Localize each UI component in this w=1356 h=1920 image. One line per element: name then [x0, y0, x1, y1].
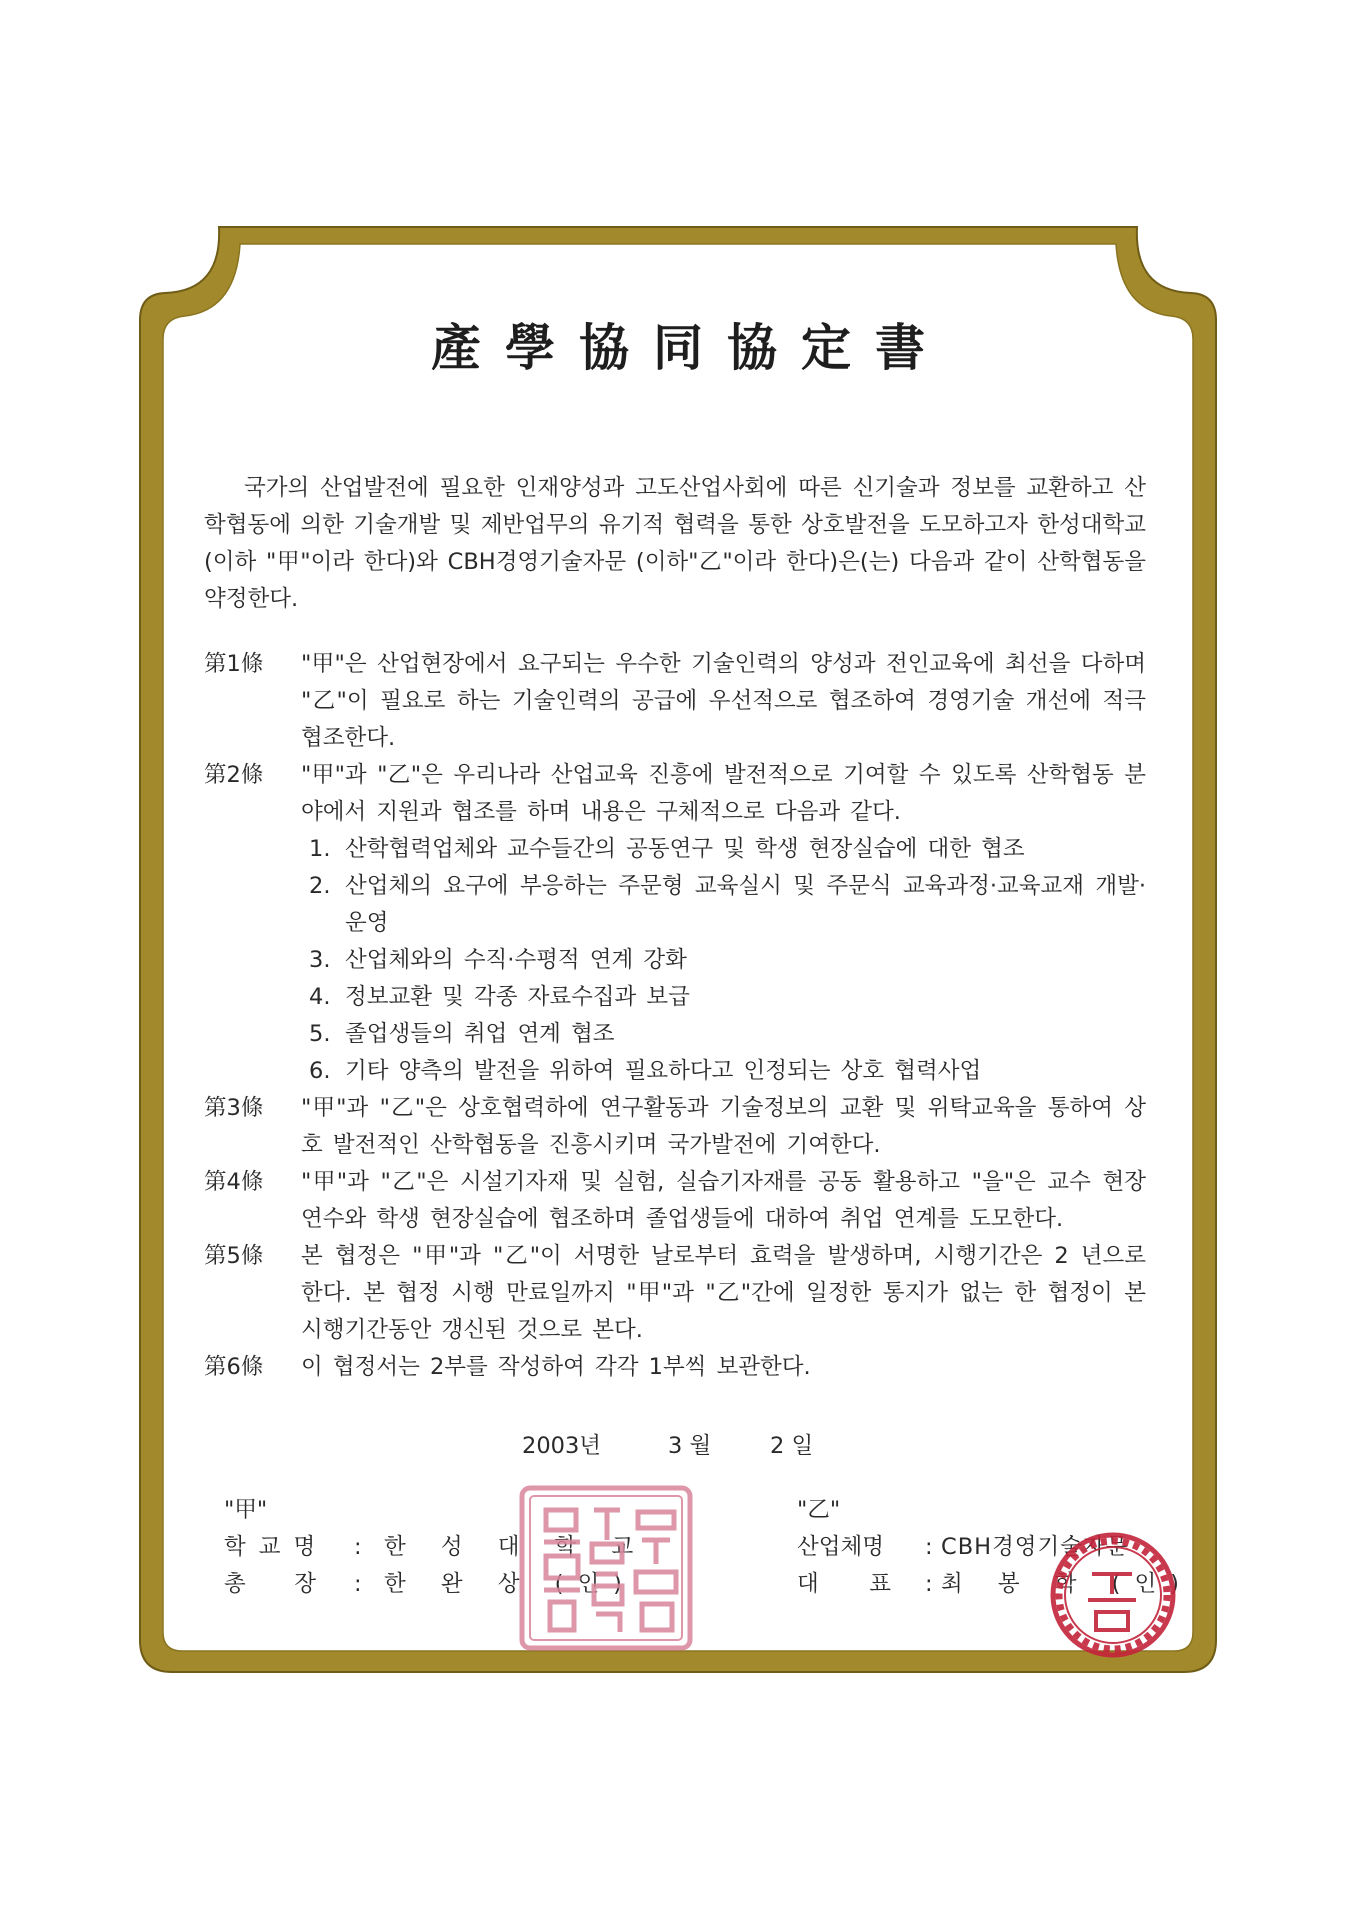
article-text: "甲"과 "乙"은 우리나라 산업교육 진흥에 발전적으로 기여할 수 있도록 산학협동 분야에서 지원과 협조를 하며 내용은 구체적으로 다음과 같다.: [301, 762, 1146, 825]
date-year: 2003년: [522, 1433, 601, 1459]
articles-section: [204, 646, 1146, 1386]
article-number: 第6條: [204, 1354, 264, 1380]
date-month: 3 월: [668, 1433, 712, 1459]
article-text: 본 협정은 "甲"과 "乙"이 서명한 날로부터 효력을 발생하며, 시행기간은 2 년으로 한다. 본 협정 시행 만료일까지 "甲"과 "乙"간에 일정한 통지가 없는 한 협정이 본 시행기간동안 갱신된 것으로 본다.: [301, 1243, 1146, 1343]
article-text: "甲"은 산업현장에서 요구되는 우수한 기술인력의 양성과 전인교육에 최선을 다하며 "乙"이 필요로 하는 기술인력의 공급에 우선적으로 협조하여 경영기술 개선에 적극 협조한다.: [301, 651, 1146, 751]
party-a-head-label: 총 장: [224, 1571, 329, 1597]
article-body: [301, 757, 1146, 1090]
date-day: 2 일: [770, 1433, 814, 1459]
party-b-seal-stamp: [1048, 1530, 1178, 1660]
item-number: 3.: [309, 947, 331, 973]
article-number: 第3條: [204, 1095, 264, 1121]
list-item: [301, 1053, 1146, 1090]
party-b-head-value: 최 봉 학 (인): [941, 1571, 1193, 1597]
party-b-tag: "乙": [797, 1497, 841, 1523]
party-a-name-label: 학교명: [224, 1534, 329, 1560]
article-number: 第5條: [204, 1243, 264, 1269]
article-2-item-list: [301, 831, 1146, 1090]
article-number: 第1條: [204, 651, 264, 677]
item-number: 4.: [309, 984, 331, 1010]
article-4: [204, 1164, 1146, 1238]
item-number: 2.: [309, 873, 331, 899]
party-b-name-label: 산업체명: [797, 1534, 884, 1560]
list-item: [301, 942, 1146, 979]
article-5: [204, 1238, 1146, 1349]
party-a-head-value: 한 완 상 (인): [384, 1571, 636, 1597]
item-number: 5.: [309, 1021, 331, 1047]
article-number: 第2條: [204, 762, 264, 788]
list-item: [301, 1016, 1146, 1053]
colon: :: [925, 1534, 933, 1560]
article-text: "甲"과 "乙"은 상호협력하에 연구활동과 기술정보의 교환 및 위탁교육을 통하여 상호 발전적인 산학협동을 진흥시키며 국가발전에 기여한다.: [301, 1095, 1146, 1158]
list-item: [301, 868, 1146, 942]
item-text: 산학협력업체와 교수들간의 공동연구 및 학생 현장실습에 대한 협조: [345, 836, 1025, 862]
intro-paragraph: 국가의 산업발전에 필요한 인재양성과 고도산업사회에 따른 신기술과 정보를 교환하고 산학협동에 의한 기술개발 및 제반업무의 유기적 협력을 통한 상호발전을 도모하고자 한성대학교(이하 "甲"이라 한다)와 CBH경영기술자문 (이하"乙"이라 한다)은(는) 다음과 같이 산학협동을 약정한다.: [204, 475, 1146, 612]
party-a-name-value: 한 성 대 학 교: [384, 1534, 648, 1560]
list-item: [301, 979, 1146, 1016]
article-text: "甲"과 "乙"은 시설기자재 및 실험, 실습기자재를 공동 활용하고 "을"은 교수 현장연수와 학생 현장실습에 협조하며 졸업생들에 대하여 취업 연계를 도모한다.: [301, 1169, 1146, 1232]
item-number: 6.: [309, 1058, 331, 1084]
article-1: [204, 646, 1146, 757]
article-3: [204, 1090, 1146, 1164]
colon: :: [925, 1571, 933, 1597]
item-text: 정보교환 및 각종 자료수집과 보급: [345, 984, 690, 1010]
article-text: 이 협정서는 2부를 작성하여 각각 1부씩 보관한다.: [301, 1354, 811, 1380]
article-6: [204, 1349, 1146, 1386]
article-2: [204, 757, 1146, 1090]
item-text: 기타 양측의 발전을 위하여 필요하다고 인정되는 상호 협력사업: [345, 1058, 982, 1084]
document-title: 產學協同協定書: [431, 318, 949, 377]
party-a-seal-stamp: [516, 1482, 696, 1654]
item-text: 산업체의 요구에 부응하는 주문형 교육실시 및 주문식 교육과정·교육교재 개발·운영: [345, 873, 1146, 936]
article-number: 第4條: [204, 1169, 264, 1195]
colon: :: [354, 1571, 362, 1597]
item-text: 졸업생들의 취업 연계 협조: [345, 1021, 615, 1047]
party-b-head-label: 대 표: [797, 1571, 905, 1597]
item-text: 산업체와의 수직·수평적 연계 강화: [345, 947, 687, 973]
party-a-tag: "甲": [224, 1497, 268, 1523]
colon: :: [354, 1534, 362, 1560]
party-b-name-value: CBH경영기술자문: [941, 1534, 1129, 1560]
list-item: [301, 831, 1146, 868]
item-number: 1.: [309, 836, 331, 862]
